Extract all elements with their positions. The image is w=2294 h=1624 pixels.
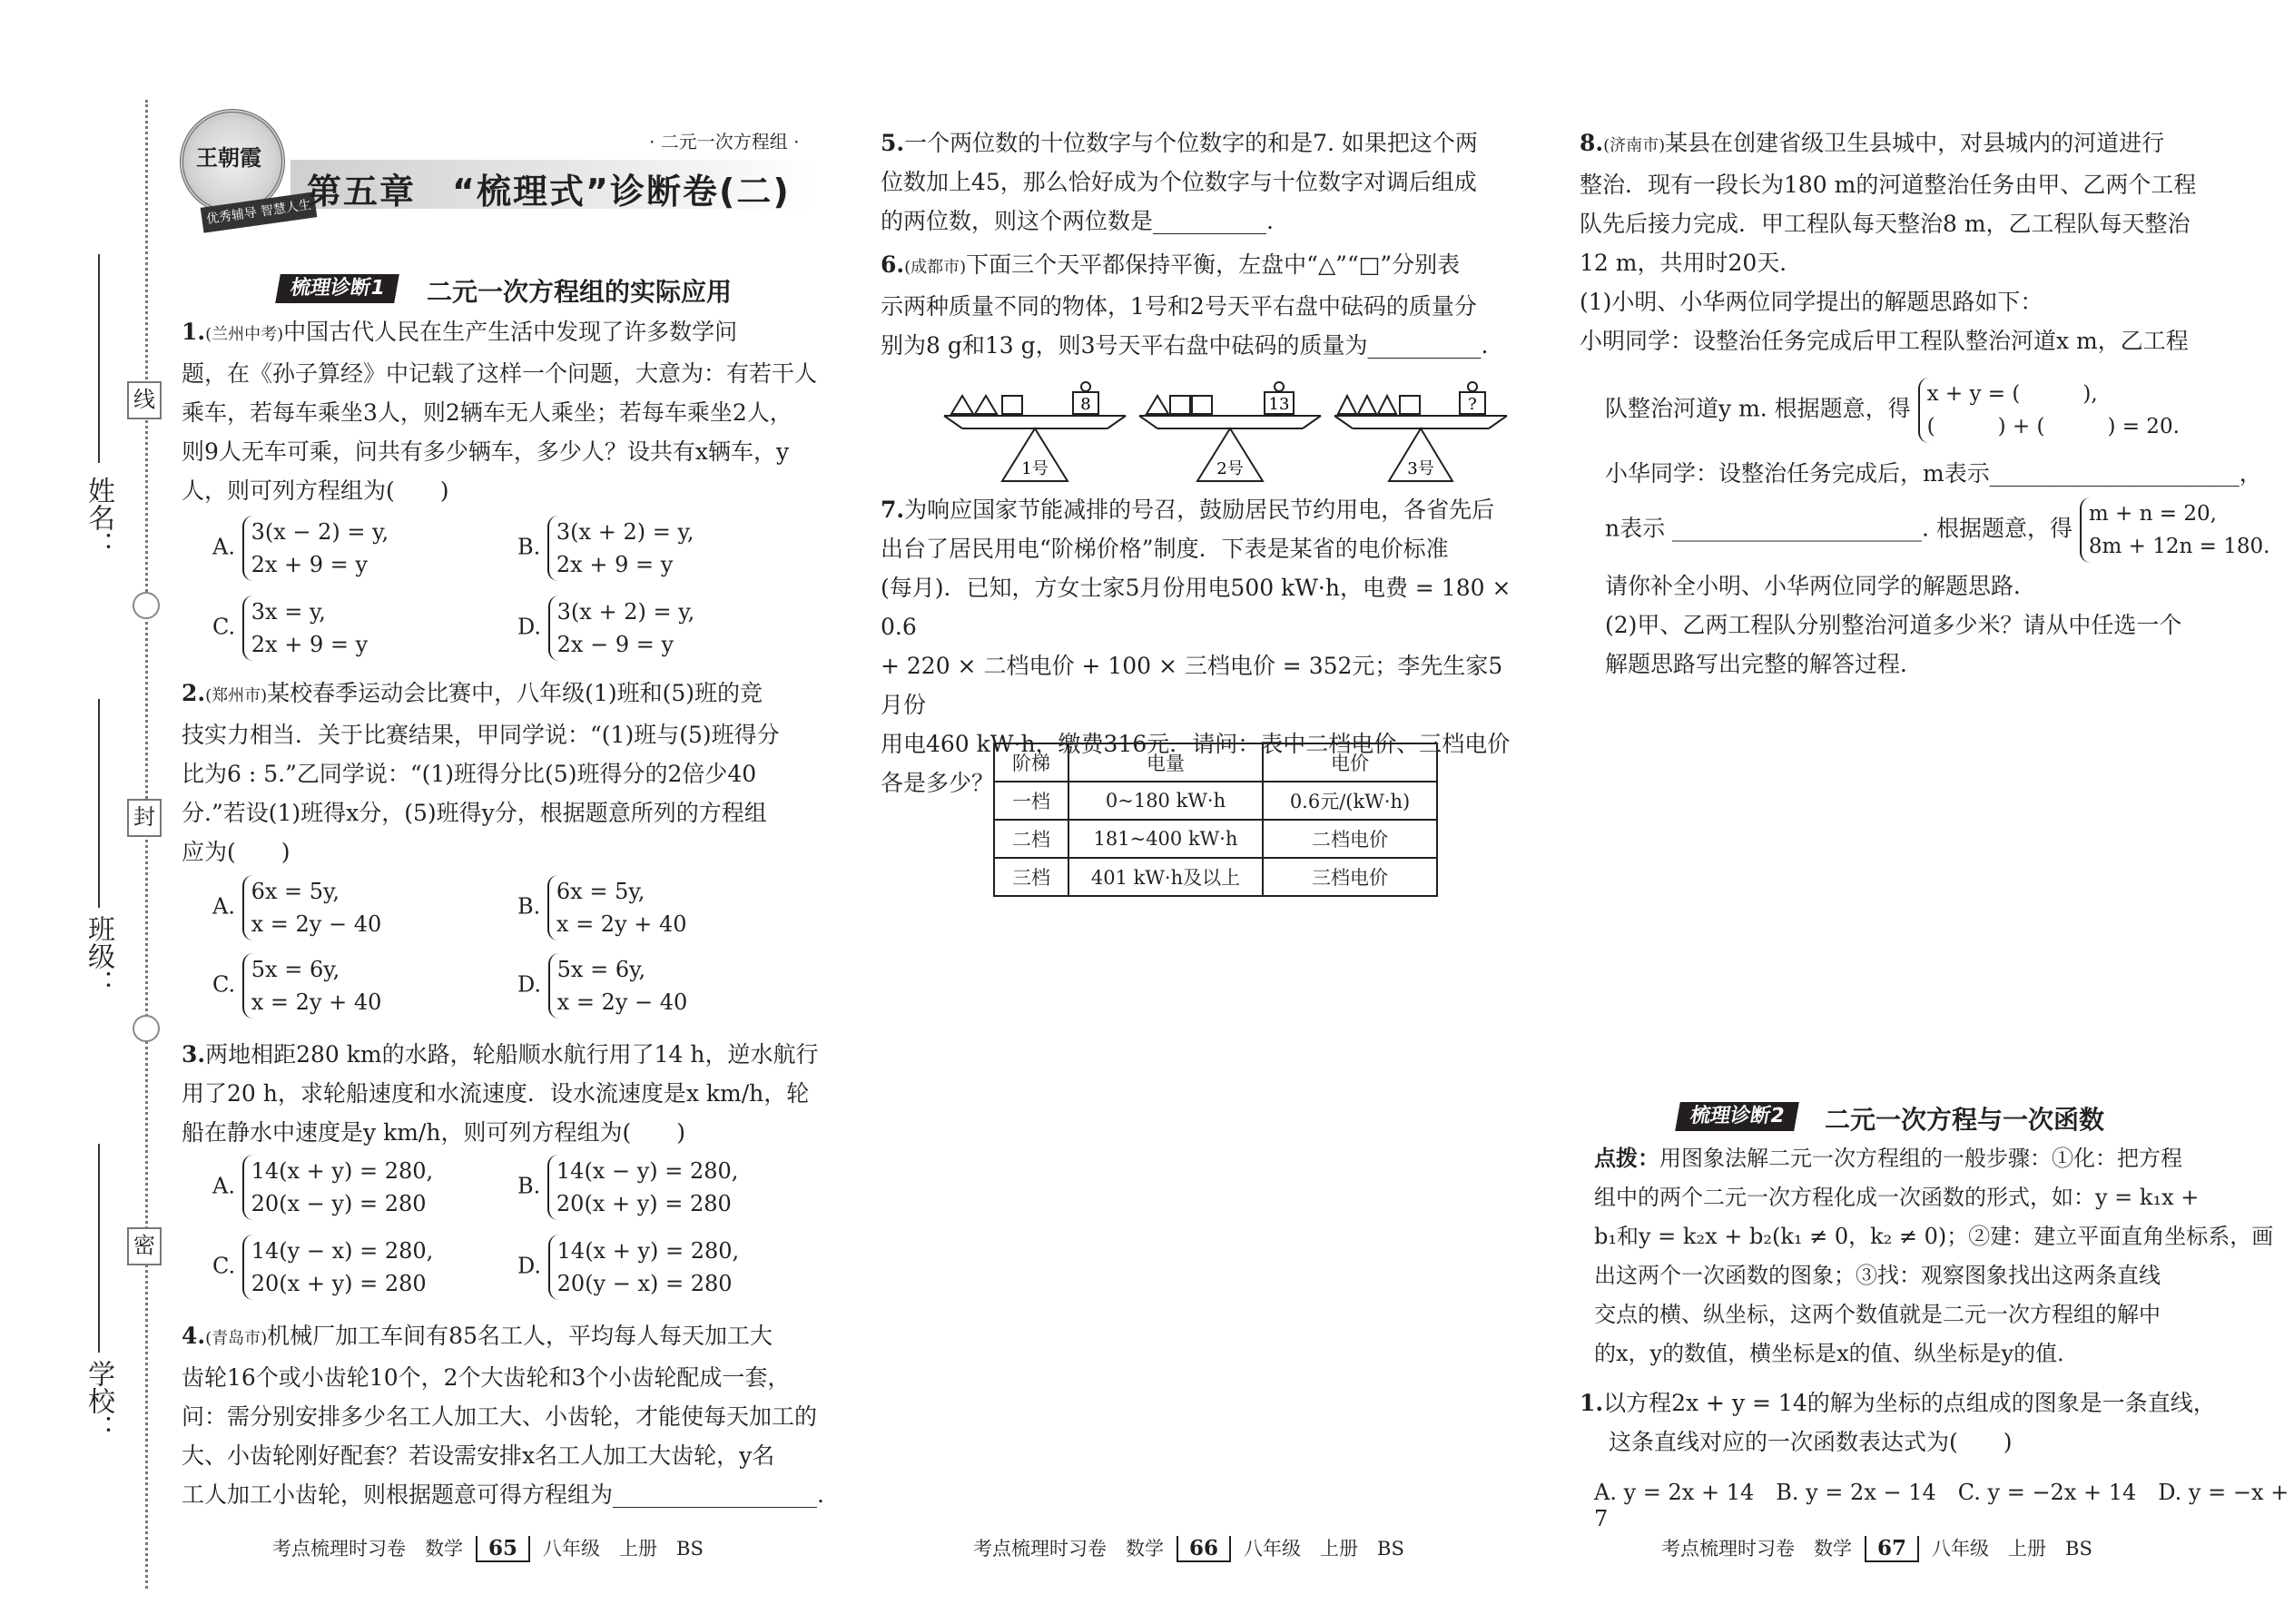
table-header-row xyxy=(994,743,1437,782)
page-title: 第五章 “梳理式”诊断卷(二) xyxy=(307,172,791,212)
page-number: 65 xyxy=(476,1536,530,1562)
balance-label: 1号 xyxy=(1021,459,1049,478)
balance-label: 2号 xyxy=(1216,459,1244,478)
section-title: 二元一次方程与一次函数 xyxy=(1825,1105,2105,1135)
table-cell: 二档电价 xyxy=(1263,820,1437,858)
binding-dotted-line xyxy=(145,100,148,1589)
question-8: 8.(济南市)某县在创建省级卫生县城中，对县城内的河道进行 整治．现有一段长为180 m的河道整治任务由甲、乙两个工程 队先后接力完成．甲工程队每天整治8 m，乙工程队每天整治 12 m，共用时20天． (1)小明、小华两位同学提出的解题思路如下： 小明同学：设整治任务完成后甲工程队整治河道x m，乙工程 xyxy=(1580,130,2197,354)
section-title: 二元一次方程组的实际应用 xyxy=(427,277,733,307)
page-67 xyxy=(1561,0,2294,1624)
weight-label: 13 xyxy=(1268,395,1290,414)
school-label: 学校： xyxy=(83,1360,114,1442)
table-header: 阶梯 xyxy=(994,743,1068,782)
page-footer: 考点梳理时习卷 数学 66 八年级 上册 BS xyxy=(973,1536,1404,1560)
question-4: 4.(青岛市)机械厂加工车间有85名工人，平均每人每天加工大 齿轮16个或小齿轮10个，2个大齿轮和3个小齿轮配成一套， 问：需分别安排多少名工人加工大、小齿轮，才能使每天加工的 大、小齿轮刚好配套？若设需安排x名工人加工大齿轮，y名 工人加工小齿轮，则根据题意可得方程组为__________________. xyxy=(182,1323,824,1508)
logo-text: 王朝霞 xyxy=(196,144,261,171)
tip-paragraph: 点拨：用图象法解二元一次方程组的一般步骤：①化：把方程 组中的两个二元一次方程化成一次函数的形式，如：y = k₁x + b₁和y = k₂x + b₂(k₁ ≠ 0，k₂ ≠ 0)；②建：建立平面直角坐标系，画 出这两个一次函数的图象；③找：观察图象找出这两条直线 交点的横、纵坐标，这两个数值就是二元一次方程组的解中 的x，y的数值，横坐标是x的值、纵坐标是y的值． xyxy=(1594,1145,2274,1366)
table-cell: 三档 xyxy=(994,858,1068,896)
option-c[interactable]: C. 3x = y, 2x + 9 = y xyxy=(212,595,368,661)
class-blank xyxy=(98,699,100,908)
balance-label: 3号 xyxy=(1407,459,1434,478)
xiaohua-line: 小华同学：设整治任务完成后，m表示______________________， xyxy=(1605,460,2262,487)
question-6: 6.(成都市)下面三个天平都保持平衡，左盘中“△”“□”分别表 示两种质量不同的物体，1号和2号天平右盘中砝码的质量分 别为8 g和13 g，则3号天平右盘中砝码的质量为__________. xyxy=(881,251,1489,359)
question-5: 5.一个两位数的十位数字与个位数字的和是7. 如果把这个两 位数加上45，那么恰好成为个位数字与十位数字对调后组成 的两位数，则这个两位数是__________. xyxy=(881,130,1478,234)
answer-options[interactable]: A. y = 2x + 14 B. y = 2x − 14 C. y = −2x + 14 D. y = −x + 7 xyxy=(1594,1480,2289,1531)
binding-hole-icon xyxy=(133,1015,160,1042)
option-b[interactable]: B. 6x = 5y, x = 2y + 40 xyxy=(517,875,687,940)
balance-diagram xyxy=(935,372,1516,490)
balance-2 xyxy=(1139,382,1321,481)
balance-1 xyxy=(944,382,1126,481)
section-badge: 梳理诊断2 xyxy=(1675,1102,1799,1131)
table-cell: 401 kW·h及以上 xyxy=(1068,858,1263,896)
page-65 xyxy=(0,0,871,1624)
school-blank xyxy=(98,1144,100,1353)
option-d[interactable]: D. 14(x + y) = 280, 20(y − x) = 280 xyxy=(517,1235,739,1300)
electricity-price-table xyxy=(993,743,1438,897)
table-header: 电价 xyxy=(1263,743,1437,782)
table-header: 电量 xyxy=(1068,743,1263,782)
chapter-topic: · 二元一次方程组 · xyxy=(649,131,800,153)
page-number: 67 xyxy=(1865,1536,1919,1562)
option-a[interactable]: A. 3(x − 2) = y, 2x + 9 = y xyxy=(212,516,389,581)
table-cell: 二档 xyxy=(994,820,1068,858)
class-label: 班级： xyxy=(83,915,114,997)
option-d[interactable]: D. 3(x + 2) = y, 2x − 9 = y xyxy=(517,595,694,661)
question-1: 1.(兰州中考)中国古代人民在生产生活中发现了许多数学问 题，在《孙子算经》中记载了这样一个问题，大意为：有若干人 乘车，若每车乘坐3人，则2辆车无人乘坐；若每车乘坐2人， 则9人无车可乘，问共有多少辆车，多少人？设共有x辆车，y 人，则可列方程组为( ) xyxy=(182,319,818,504)
table-row xyxy=(994,782,1437,820)
page-footer: 考点梳理时习卷 数学 67 八年级 上册 BS xyxy=(1661,1536,2092,1560)
page-footer: 考点梳理时习卷 数学 65 八年级 上册 BS xyxy=(272,1536,704,1560)
binding-hole-icon xyxy=(133,592,160,619)
weight-label: ? xyxy=(1468,395,1477,414)
balance-3 xyxy=(1334,382,1507,481)
binding-mark: 密 xyxy=(127,1227,162,1265)
table-row xyxy=(994,858,1437,896)
table-cell: 三档电价 xyxy=(1263,858,1437,896)
section2-question-1: 1.以方程2x + y = 14的解为坐标的点组成的图象是一条直线， 这条直线对应的一次函数表达式为( ) xyxy=(1580,1390,2216,1455)
table-cell: 一档 xyxy=(994,782,1068,820)
table-row xyxy=(994,820,1437,858)
section-badge: 梳理诊断1 xyxy=(275,274,399,303)
option-a[interactable]: A. 14(x + y) = 280, 20(x − y) = 280 xyxy=(212,1155,433,1220)
option-c[interactable]: C. 5x = 6y, x = 2y + 40 xyxy=(212,953,381,1019)
name-blank xyxy=(98,254,100,463)
name-label: 姓名： xyxy=(83,477,114,558)
option-a[interactable]: A. 6x = 5y, x = 2y − 40 xyxy=(212,875,381,940)
binding-mark: 封 xyxy=(127,799,162,837)
option-b[interactable]: B. 3(x + 2) = y, 2x + 9 = y xyxy=(517,516,694,581)
question-2: 2.(郑州市)某校春季运动会比赛中，八年级(1)班和(5)班的竞 技实力相当．关于比赛结果，甲同学说：“(1)班与(5)班得分 比为6 : 5.”乙同学说：“(1)班得分比(5)班得分的2倍少40 分.”若设(1)班得x分，(5)班得y分，根据题意所列的方程组 应为( ) xyxy=(182,680,780,865)
binding-mark: 线 xyxy=(127,381,162,419)
question-3: 3.两地相距280 km的水路，轮船顺水航行用了14 h，逆水航行 用了20 h，求轮船速度和水流速度．设水流速度是x km/h，轮 船在静水中速度是y km/h，则可列方程组为( ) xyxy=(182,1041,819,1146)
option-c[interactable]: C. 14(y − x) = 280, 20(x + y) = 280 xyxy=(212,1235,433,1300)
table-cell: 0~180 kW·h xyxy=(1068,782,1263,820)
table-cell: 0.6元/(kW·h) xyxy=(1263,782,1437,820)
xiaoming-system: 队整治河道y m. 根据题意，得 x + y = ( ), ( ) + ( ) = 20. xyxy=(1605,378,2277,443)
option-b[interactable]: B. 14(x − y) = 280, 20(x + y) = 280 xyxy=(517,1155,738,1220)
weight-label: 8 xyxy=(1080,395,1091,414)
xiaohua-system: n表示 ______________________. 根据题意，得 m + n = 20, 8m + 12n = 180. xyxy=(1605,497,2294,563)
option-d[interactable]: D. 5x = 6y, x = 2y − 40 xyxy=(517,953,687,1019)
page-number: 66 xyxy=(1177,1536,1231,1562)
question-8-tail: 请你补全小明、小华两位同学的解题思路． (2)甲、乙两工程队分别整治河道多少米？请从中任选一个 解题思路写出完整的解答过程． xyxy=(1605,573,2182,677)
logo-ribbon: 优秀辅导 智慧人生 xyxy=(201,192,318,232)
question-7: 7.为响应国家节能减排的号召，鼓励居民节约用电，各省先后 出台了居民用电“阶梯价格”制度．下表是某省的电价标准 (每月)．已知，方女士家5月份用电500 kW·h，电费 = 180 × 0.6 + 220 × 二档电价 + 100 × 三档电价 = 352元；李先生家5月份 用电460 kW·h，缴费316元．请问：表中二档电价、三档电价 各是多少？ xyxy=(881,497,1511,796)
table-cell: 181~400 kW·h xyxy=(1068,820,1263,858)
